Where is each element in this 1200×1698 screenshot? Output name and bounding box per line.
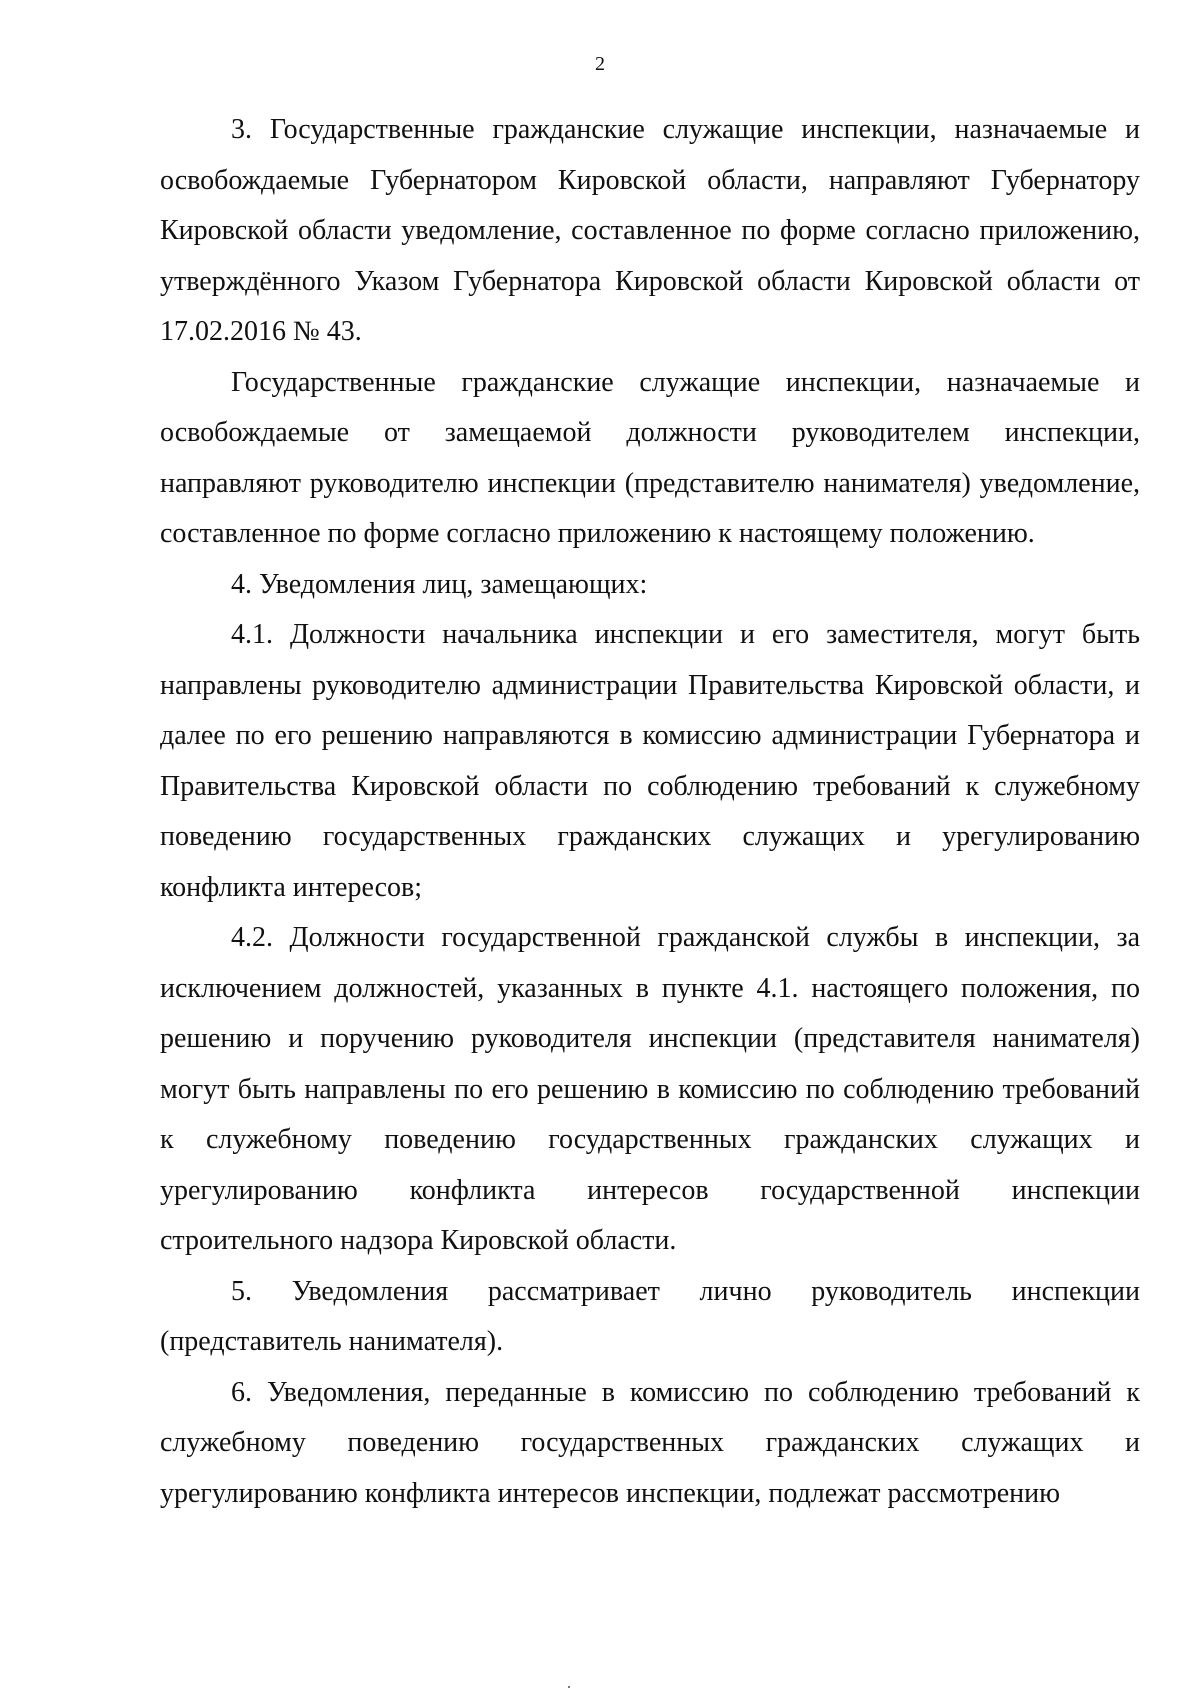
document-body [160,105,1140,1519]
paragraph-4: 4. Уведомления лиц, замещающих: [231,568,648,600]
scan-artifact [568,1686,570,1688]
paragraph-3: 3. Государственные гражданские служащие инспекции, назначаемые и освобождаемые Губернатором Кировской области, направляют Губернатору Кировской области уведомление, составленное по форме согласно приложению, утверждённого Указом Губернатора Кировской области Кировской области от 17.02.2016 № 43. [160,114,1140,347]
paragraph-5: 5. Уведомления рассматривает лично руководитель инспекции (представитель нанимателя). [160,1275,1140,1357]
paragraph-3-continued: Государственные гражданские служащие инспекции, назначаемые и освобождаемые от замещаемой должности руководителем инспекции, направляют руководителю инспекции (представителю нанимателя) уведомление, составленное по форме согласно приложению к настоящему положению. [160,366,1140,549]
paragraph-4-1: 4.1. Должности начальника инспекции и его заместителя, могут быть направлены руководителю администрации Правительства Кировской области, и далее по его решению направляются в комиссию администрации Губернатора и Правительства Кировской области по соблюдению требований к служебному поведению государственных гражданских служащих и урегулированию конфликта интересов; [160,619,1140,903]
page-number: 2 [595,53,605,75]
paragraph-6: 6. Уведомления, переданные в комиссию по соблюдению требований к служебному поведению государственных гражданских служащих и урегулированию конфликта интересов инспекции, подлежат рассмотрению [160,1376,1140,1509]
paragraph-4-2: 4.2. Должности государственной гражданской службы в инспекции, за исключением должностей, указанных в пункте 4.1. настоящего положения, по решению и поручению руководителя инспекции (представителя нанимателя) могут быть направлены по его решению в комиссию по соблюдению требований к служебному поведению государственных гражданских служащих и урегулированию конфликта интересов государственной инспекции строительного надзора Кировской области. [160,922,1140,1256]
